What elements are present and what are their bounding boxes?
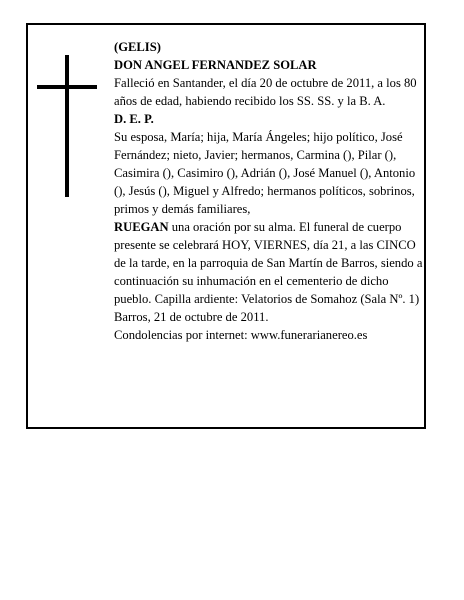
funeral-details: una oración por su alma. El funeral de cuerpo presente se celebrará HOY, VIERNES, día 21, a las CINCO de la tarde, en la parroquia de San Martín de Barros, siendo a continuación su inhumación en el cementerio de dicho pueblo. Capilla ardiente: Velatorios de Somahoz (Sala Nº. 1) <box>114 220 423 306</box>
funeral-request <box>114 218 426 308</box>
request-word: RUEGAN <box>114 220 169 234</box>
cross-vertical-bar <box>65 55 69 197</box>
nickname: (GELIS) <box>114 40 161 54</box>
obituary-text <box>114 38 426 344</box>
cross-icon <box>37 55 97 197</box>
death-announcement: Falleció en Santander, el día 20 de octubre de 2011, a los 80 años de edad, habiendo recibido los SS. SS. y la B. A. <box>114 76 417 108</box>
online-condolences: Condolencias por internet: www.funerarianereo.es <box>114 328 368 342</box>
rest-in-peace: D. E. P. <box>114 112 154 126</box>
cross-horizontal-bar <box>37 85 97 89</box>
deceased-name: DON ANGEL FERNANDEZ SOLAR <box>114 58 317 72</box>
place-date: Barros, 21 de octubre de 2011. <box>114 310 269 324</box>
family-members: Su esposa, María; hija, María Ángeles; hijo político, José Fernández; nieto, Javier; hermanos, Carmina (), Pilar (), Casimira (), Casimiro (), Adrián (), José Manuel (), Antonio (), Jesús (), Miguel y Alfredo; hermanos políticos, sobrinos, primos y demás familiares, <box>114 130 416 216</box>
